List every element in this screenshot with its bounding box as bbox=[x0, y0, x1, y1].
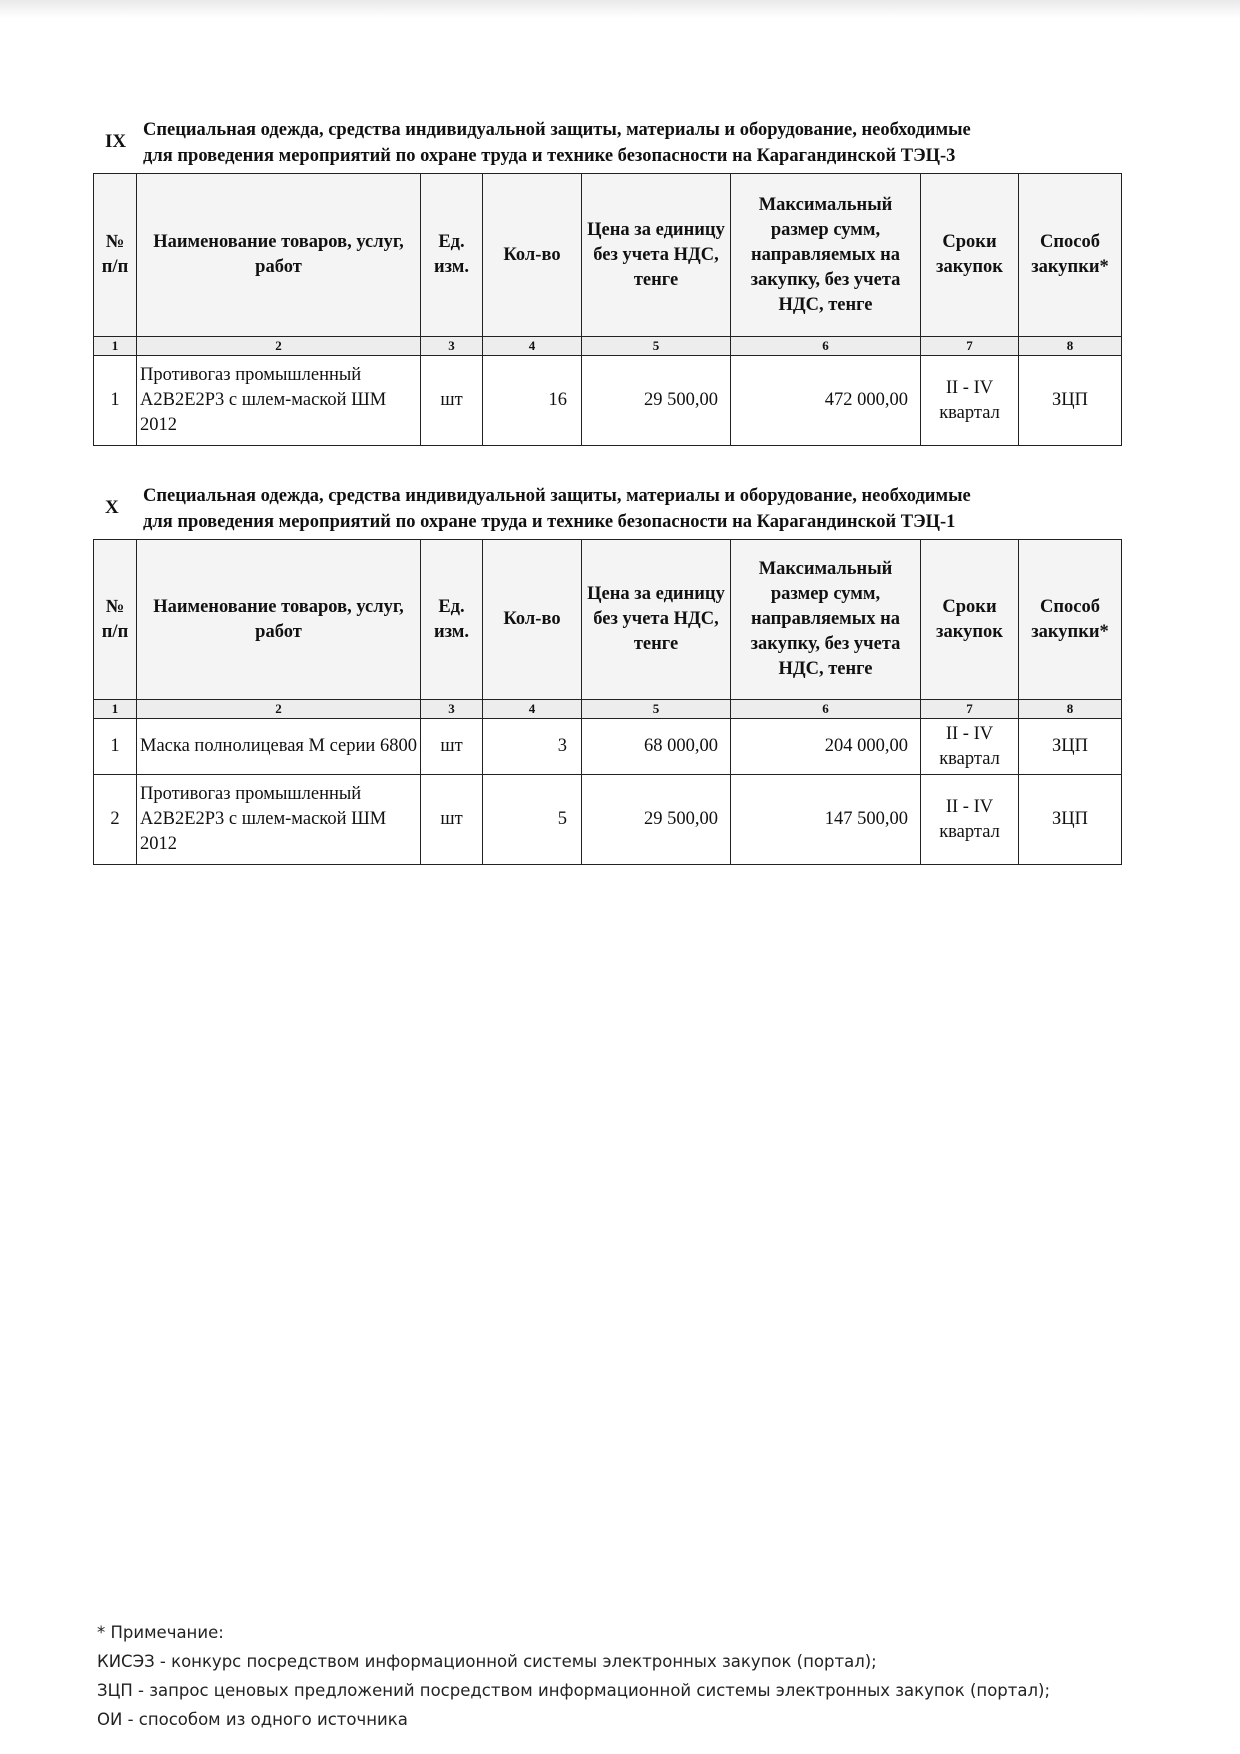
term-unit: квартал bbox=[939, 402, 1000, 423]
column-index: 2 bbox=[137, 337, 421, 356]
table-row bbox=[94, 775, 1122, 865]
term-unit: квартал bbox=[939, 748, 1000, 769]
cell-price: 29 500,00 bbox=[582, 775, 731, 865]
section-header bbox=[93, 117, 1121, 173]
col-header-unit: Ед. изм. bbox=[421, 174, 483, 337]
cell-max-sum: 472 000,00 bbox=[731, 356, 921, 446]
footnote-line: ОИ - способом из одного источника bbox=[97, 1710, 408, 1729]
section-title bbox=[143, 483, 1121, 535]
col-header-unit: Ед. изм. bbox=[421, 540, 483, 700]
procurement-table bbox=[93, 539, 1122, 865]
footnote bbox=[97, 1618, 1127, 1734]
col-header-num: № п/п bbox=[94, 174, 137, 337]
table-row bbox=[94, 356, 1122, 446]
section-header bbox=[93, 483, 1121, 539]
section-number: IX bbox=[105, 131, 127, 152]
cell-max-sum: 147 500,00 bbox=[731, 775, 921, 865]
section-title-line: Специальная одежда, средства индивидуальной защиты, материалы и оборудование, необходимые bbox=[143, 120, 971, 140]
cell-method: ЗЦП bbox=[1019, 775, 1122, 865]
column-index: 1 bbox=[94, 700, 137, 719]
col-header-price: Цена за единицу без учета НДС, тенге bbox=[582, 174, 731, 337]
column-index-row bbox=[94, 337, 1122, 356]
term-quarters: II - IV bbox=[945, 796, 994, 817]
col-header-max-sum: Максимальный размер сумм, направляемых на закупку, без учета НДС, тенге bbox=[731, 174, 921, 337]
term-unit: квартал bbox=[939, 821, 1000, 842]
table-row bbox=[94, 719, 1122, 775]
col-header-name: Наименование товаров, услуг, работ bbox=[137, 540, 421, 700]
cell-method: ЗЦП bbox=[1019, 356, 1122, 446]
col-header-qty: Кол-во bbox=[483, 174, 582, 337]
column-index: 4 bbox=[483, 337, 582, 356]
cell-num: 2 bbox=[94, 775, 137, 865]
section-x bbox=[93, 483, 1121, 865]
column-index-row bbox=[94, 700, 1122, 719]
column-index: 4 bbox=[483, 700, 582, 719]
cell-num: 1 bbox=[94, 356, 137, 446]
footnote-heading: * Примечание: bbox=[97, 1623, 224, 1642]
cell-unit: шт bbox=[421, 775, 483, 865]
column-index: 3 bbox=[421, 700, 483, 719]
term-quarters: II - IV bbox=[945, 377, 994, 398]
col-header-qty: Кол-во bbox=[483, 540, 582, 700]
cell-term bbox=[921, 356, 1019, 446]
section-ix bbox=[93, 117, 1121, 446]
col-header-max-sum: Максимальный размер сумм, направляемых на закупку, без учета НДС, тенге bbox=[731, 540, 921, 700]
column-index: 7 bbox=[921, 700, 1019, 719]
cell-num: 1 bbox=[94, 719, 137, 775]
scan-edge-shadow bbox=[0, 0, 1240, 18]
cell-max-sum: 204 000,00 bbox=[731, 719, 921, 775]
cell-name: Противогаз промышленный А2В2Е2Р3 с шлем-маской ШМ 2012 bbox=[137, 775, 421, 865]
cell-price: 29 500,00 bbox=[582, 356, 731, 446]
section-title-line: для проведения мероприятий по охране труда и технике безопасности на Карагандинской ТЭЦ-1 bbox=[143, 512, 956, 532]
col-header-method: Способ закупки* bbox=[1019, 540, 1122, 700]
procurement-table bbox=[93, 173, 1122, 446]
cell-term bbox=[921, 719, 1019, 775]
section-title-line: для проведения мероприятий по охране труда и технике безопасности на Карагандинской ТЭЦ-3 bbox=[143, 146, 956, 166]
col-header-num: № п/п bbox=[94, 540, 137, 700]
column-index: 1 bbox=[94, 337, 137, 356]
section-number: X bbox=[105, 497, 119, 518]
col-header-term: Сроки закупок bbox=[921, 174, 1019, 337]
section-title-line: Специальная одежда, средства индивидуальной защиты, материалы и оборудование, необходимые bbox=[143, 486, 971, 506]
term-quarters: II - IV bbox=[945, 723, 994, 744]
cell-unit: шт bbox=[421, 356, 483, 446]
col-header-name: Наименование товаров, услуг, работ bbox=[137, 174, 421, 337]
cell-price: 68 000,00 bbox=[582, 719, 731, 775]
cell-name: Маска полнолицевая М серии 6800 bbox=[137, 719, 421, 775]
col-header-method: Способ закупки* bbox=[1019, 174, 1122, 337]
column-index: 6 bbox=[731, 337, 921, 356]
cell-method: ЗЦП bbox=[1019, 719, 1122, 775]
header-row bbox=[94, 174, 1122, 337]
column-index: 3 bbox=[421, 337, 483, 356]
footnote-line: КИСЭЗ - конкурс посредством информационной системы электронных закупок (портал); bbox=[97, 1652, 877, 1671]
footnote-line: ЗЦП - запрос ценовых предложений посредством информационной системы электронных закупок (портал); bbox=[97, 1681, 1051, 1700]
cell-qty: 16 bbox=[483, 356, 582, 446]
cell-qty: 3 bbox=[483, 719, 582, 775]
column-index: 6 bbox=[731, 700, 921, 719]
cell-unit: шт bbox=[421, 719, 483, 775]
column-index: 5 bbox=[582, 700, 731, 719]
cell-qty: 5 bbox=[483, 775, 582, 865]
column-index: 7 bbox=[921, 337, 1019, 356]
col-header-price: Цена за единицу без учета НДС, тенге bbox=[582, 540, 731, 700]
section-title bbox=[143, 117, 1121, 169]
col-header-term: Сроки закупок bbox=[921, 540, 1019, 700]
header-row bbox=[94, 540, 1122, 700]
cell-name: Противогаз промышленный А2В2Е2Р3 с шлем-маской ШМ 2012 bbox=[137, 356, 421, 446]
column-index: 8 bbox=[1019, 337, 1122, 356]
column-index: 5 bbox=[582, 337, 731, 356]
column-index: 2 bbox=[137, 700, 421, 719]
column-index: 8 bbox=[1019, 700, 1122, 719]
cell-term bbox=[921, 775, 1019, 865]
